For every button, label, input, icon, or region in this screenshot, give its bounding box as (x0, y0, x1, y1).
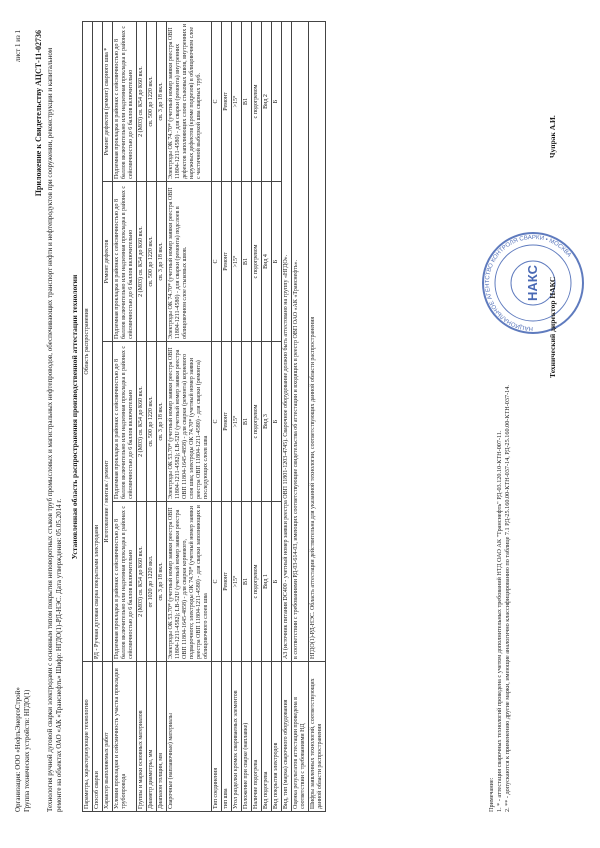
cell-value: >15° (232, 22, 242, 182)
cell-value: св. 3 до 18 вкл. (157, 342, 167, 502)
table-row (292, 22, 309, 812)
cell-value: Вид 2 (262, 22, 272, 182)
cell-value: В1 (242, 342, 252, 502)
cell-value: 2 (М03) св. К54 до К60 вкл. (137, 182, 147, 342)
cell-value: Электроды ОК 53.70* (учетный номер заявки реестра ОВП 11804-1211-4582); LB-52U (учетный номер заявки реестра ОВП 11804-1645-4858) - для сварки корневого, подварочного; электроды ОК 74.70* (учетный номер заявки реестра ОВП 11804-1211-4580) - для сварки заполняющих и облицовочного слоев шва (167, 502, 212, 662)
row-label: Диапазон толщин, мм (157, 662, 167, 812)
cell-value: А3 (источник питания DC400 - учетный номер заявки реестра ОВП 11801-1203-4745). Сварочное оборудование должно быть аттестовано на группу «НГДО». (282, 22, 292, 662)
cell-value: св. 500 до 1220 вкл. (147, 182, 157, 342)
cell-value: >15° (232, 342, 242, 502)
cell-value: с подогревом (252, 182, 262, 342)
cell-value: РД - Ручная дуговая сварка покрытыми электродами (93, 22, 103, 662)
cell-value: с подогревом (252, 502, 262, 662)
cell-value: св. 500 до 1220 вкл. (147, 342, 157, 502)
row-label: Вид покрытия электродов (272, 662, 282, 812)
cell-value: Вид 3 (262, 342, 272, 502)
cell-value: от 1020 до 1220 вкл. (147, 502, 157, 662)
naks-stamp (478, 228, 593, 338)
cell-value: Вид 1 (262, 502, 272, 662)
note-item: 1. * - аттестация сварочных технологий проведена с учетом дополнительных требований НТД ОАО АК "Транснефть" РД-03.120.10-КТН-007-11. (496, 430, 503, 812)
table-row (212, 22, 222, 812)
cell-value: 2 (М03) св. К54 до К60 вкл. (137, 502, 147, 662)
cell-value: Подземная прокладка в районах с сейсмичностью до 8 баллов включительно или надземная прокладка в районах с сейсмичностью до 6 баллов включительно (113, 182, 137, 342)
cell-value: Подземная прокладка в районах с сейсмичностью до 8 баллов включительно или надземная прокладка в районах с сейсмичностью до 6 баллов включительно (113, 342, 137, 502)
cell-value: Ремонт дефектов (ремонт) сварного шва * (103, 22, 113, 182)
scope-table (82, 21, 326, 812)
cell-value: В1 (242, 182, 252, 342)
cell-value: С (212, 182, 222, 342)
cell-value: >15° (232, 502, 242, 662)
notes-block (488, 22, 512, 812)
row-label: Положение при сварке (наплавке) (242, 662, 252, 812)
row-label: Вид, тип (марка) сварочного оборудования (282, 662, 292, 812)
row-label: Тип соединения (212, 662, 222, 812)
table-row (272, 22, 282, 812)
row-label: Сварочные (наплавочные) материалы (167, 662, 212, 812)
cell-value: Подземная прокладка в районах с сейсмичностью до 8 баллов включительно или надземная прокладка в районах с сейсмичностью до 6 баллов включительно (113, 502, 137, 662)
row-label: Шифры заявленных технологий, соответствующих данной области распространения (309, 662, 326, 812)
row-label: Диаметр диаметры, мм (147, 662, 157, 812)
table-row (252, 22, 262, 812)
cell-value: Б (272, 22, 282, 182)
cell-value: Область распространения (83, 22, 93, 662)
cell-value: С (212, 502, 222, 662)
cell-value: Изготовление / монтаж / ремонт (103, 342, 113, 662)
cell-value: Электроды ОК 53.70* (учетный номер заявки реестра ОВП 11804-1211-4582); LB-52U (учетный номер заявки реестра ОВП 11804-1645-4858) - для сварки (ремонта) корневого слоя шва; электроды ОК 74.70* (учетный номер заявки реестра ОВП 11804-1211-4580) - для сварки (ремонта) последующих слоев шва (167, 342, 212, 502)
cell-value: Вид 4 (262, 182, 272, 342)
appendix-title: Приложение к Свидетельству АЦСТ-11-02736 (34, 30, 43, 197)
stamp-ring-text: НАЦИОНАЛЬНОЕ АГЕНТСТВО КОНТРОЛЯ СВАРКИ • МОСКВА (484, 234, 572, 332)
row-label: Угол разделки кромок свариваемых элементов (232, 662, 242, 812)
table-row (242, 22, 252, 812)
table-row (232, 22, 242, 812)
cell-value: В1 (242, 502, 252, 662)
table-row (93, 22, 103, 812)
row-label: Условия прокладки и сейсмичность участка прокладки трубопровода (113, 662, 137, 812)
cell-value: 2 (М03) св. К54 до К60 вкл. (137, 22, 147, 182)
cell-value: >15° (232, 182, 242, 342)
row-label: Способ сварки (93, 662, 103, 812)
cell-value: с подогревом (252, 22, 262, 182)
notes-title: Примечание: (488, 777, 495, 812)
table-row (282, 22, 292, 812)
signer-name: Чупрак А.И. (548, 115, 557, 158)
table-row (147, 22, 157, 812)
row-label: Группы и марки основных материалов (137, 662, 147, 812)
cell-value: св. 3 до 18 вкл. (157, 502, 167, 662)
technology-description: Технология ручной дуговой сварки электродами с основным типом покрытия неповоротных стыков труб промысловых и магистральных нефтепроводов, обеспечивающих транспорт нефти и нефтепродуктов при сооружении, реконструкции и капитальном ремонте на объектах ОАО «АК «Транснефть» Шифр: НГДО(1)-РД-НЭС. Дата утверждения: 05.05.2014 г. (46, 47, 63, 812)
row-label: Наличие подогрева (252, 662, 262, 812)
cell-value: Б (272, 342, 282, 502)
row-label: тип шва (222, 662, 232, 812)
cell-value: св. 3 до 18 вкл. (157, 182, 167, 342)
row-label: Характер выполняемых работ (103, 662, 113, 812)
cell-value: с подогревом (252, 342, 262, 502)
stamp-center-text: НАКС (525, 265, 540, 301)
cell-value: Ремонт (222, 22, 232, 182)
scope-title: Установленная область распространения производственной аттестации технологии (70, 274, 79, 560)
table-row (262, 22, 272, 812)
cell-value: св. 500 до 1220 вкл. (147, 22, 157, 182)
cell-value: в соответствии с требованиями РД-03-614-03, имеющих соответствующие свидетельства об аттестации и входящих в реестр ОВП ОАО «АК «Транснефть». (292, 22, 309, 662)
signer-title: Технический директор НАКС (548, 276, 557, 378)
table-row (309, 22, 326, 812)
row-label: Вид подогрева (262, 662, 272, 812)
cell-value: Б (272, 502, 282, 662)
cell-value: 2 (М03) св. К54 до К60 вкл. (137, 342, 147, 502)
document-header-left (14, 687, 32, 812)
table-row (137, 22, 147, 812)
cell-value: С (212, 22, 222, 182)
row-label: Параметры, характеризующие технологию (83, 662, 93, 812)
cell-value: Ремонт дефектов (103, 182, 113, 342)
cell-value: Подземная прокладка в районах с сейсмичностью до 8 баллов включительно или надземная прокладка в районах с сейсмичностью до 6 баллов включительно (113, 22, 137, 182)
table-row (113, 22, 137, 812)
stamp-seal-icon (478, 228, 588, 338)
organization-line: Организация: ООО «НефтьЭнергоСтрой» (14, 687, 22, 812)
sheet-number: лист 1 из 1 (14, 30, 22, 63)
device-group-line: Группа технических устройств: НГДО(1) (23, 689, 31, 812)
cell-value: Ремонт (222, 182, 232, 342)
cell-value: С (212, 342, 222, 502)
cell-value: Б (272, 182, 282, 342)
table-row (83, 22, 93, 812)
note-item: 2. ** - допускаются к применению другие марки, имеющие аналогично классифицированию по таблице 7.1 РД-25.160.00-КТН-037-14, РД-25.160.00-КТН-037-14. (504, 385, 511, 812)
table-row (103, 22, 113, 812)
table-row (167, 22, 212, 812)
cell-value: Электроды ОК 74.70* (учетный номер заявки реестра ОВП 11804-1211-4580) - для сварки (ремонта) подслоев в облицовочном слое стыковых швов. (167, 182, 212, 342)
cell-value: НГДО(1)-РД-НЭС. Область аттестации действительна для указанной технологии, соответствующих данной области распространения (309, 22, 326, 662)
table-row (157, 22, 167, 812)
row-label: Оценка результатов аттестации проведена в соответствии с требованиями НД (292, 662, 309, 812)
table-row (222, 22, 232, 812)
cell-value: В1 (242, 22, 252, 182)
cell-value: Ремонт (222, 342, 232, 502)
cell-value: Ремонт (222, 502, 232, 662)
cell-value: св. 3 до 18 вкл. (157, 22, 167, 182)
cell-value: Электроды ОК 74.70* (учетный номер заявки реестра ОВП 11804-1211-4580) - для сварки (ремонта) внутренних дефектов заполняющих слоев стыковых швов, внутренних и наружных дефектов (кроме подрезов) в облицовочном слое с частичной выборкой шва сварных труб. (167, 22, 212, 182)
